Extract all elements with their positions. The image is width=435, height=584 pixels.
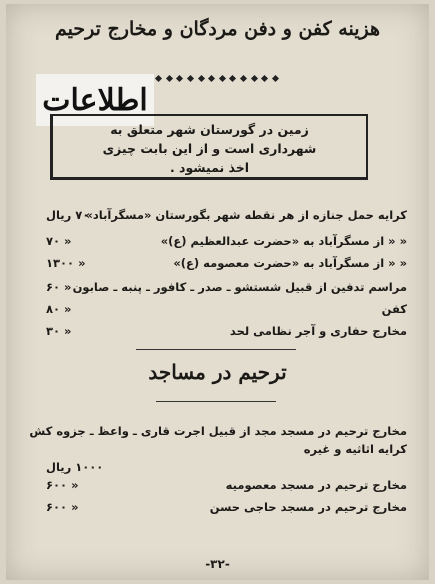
notice-line: اخذ نمیشود .: [169, 160, 250, 175]
item-description: کفن: [381, 302, 407, 316]
ornament-divider: [156, 74, 278, 82]
item-description: مخارج حفاری و آجر نظامی لحد: [229, 324, 407, 338]
item-amount: « ۷۰: [46, 234, 72, 248]
item-description: « « از مسگرآباد به «حضرت عبدالعظیم (ع)»: [160, 234, 407, 248]
item-description: « « از مسگرآباد به «حضرت معصومه (ع)»: [173, 256, 407, 270]
item-amount: ۱۰۰۰ ریال: [46, 460, 104, 474]
item-description: مخارج ترحیم در مسجد معصومیه: [225, 478, 407, 492]
item-amount: « ۶۰۰: [46, 478, 79, 492]
item-amount: « ۳۰: [46, 324, 72, 338]
item-description: کرایه اثاثیه و غیره: [303, 442, 407, 456]
list-item: [46, 324, 407, 344]
item-amount: « ۶۰: [46, 280, 72, 294]
page-number: -۳۲-: [205, 557, 230, 571]
item-description: مخارج ترحیم در مسجد حاجی حسن: [209, 500, 407, 514]
list-item: [46, 442, 407, 462]
item-amount: ۷۰ ریال: [46, 208, 90, 222]
list-item: [46, 500, 407, 520]
list-item: [29, 424, 407, 444]
notice-box: [50, 114, 368, 180]
item-description: کرایه حمل جنازه از هر نقطه شهر بگورستان «مسگرآباد»: [85, 208, 407, 222]
item-amount: « ۱۳۰۰: [46, 256, 86, 270]
item-amount: « ۶۰۰: [46, 500, 79, 514]
list-item: [46, 460, 407, 480]
notice-line: شهرداری است و از این بابت چیزی: [102, 141, 317, 156]
list-item: [46, 208, 407, 228]
list-item: [46, 256, 407, 276]
scanned-page: [6, 4, 429, 580]
ettelaat-logo: اطلاعات: [36, 74, 154, 126]
item-description: مخارج ترحیم در مسجد مجد از قبیل اجرت قاری ـ واعظ ـ جزوه کش: [29, 424, 407, 438]
list-item: [46, 302, 407, 322]
divider-line: [136, 349, 296, 350]
section-heading: ترحیم در مساجد: [148, 360, 287, 384]
page-title: هزینه کفن و دفن مردگان و مخارج ترحیم: [55, 18, 380, 40]
notice-line: زمین در گورستان شهر متعلق به: [110, 122, 309, 137]
item-description: مراسم تدفین از قبیل شستشو ـ صدر ـ کافور ـ پنبه ـ صابون: [72, 280, 407, 294]
item-amount: « ۸۰: [46, 302, 72, 316]
list-item: [46, 478, 407, 498]
list-item: [46, 280, 407, 300]
list-item: [46, 234, 407, 254]
divider-line: [156, 401, 276, 402]
